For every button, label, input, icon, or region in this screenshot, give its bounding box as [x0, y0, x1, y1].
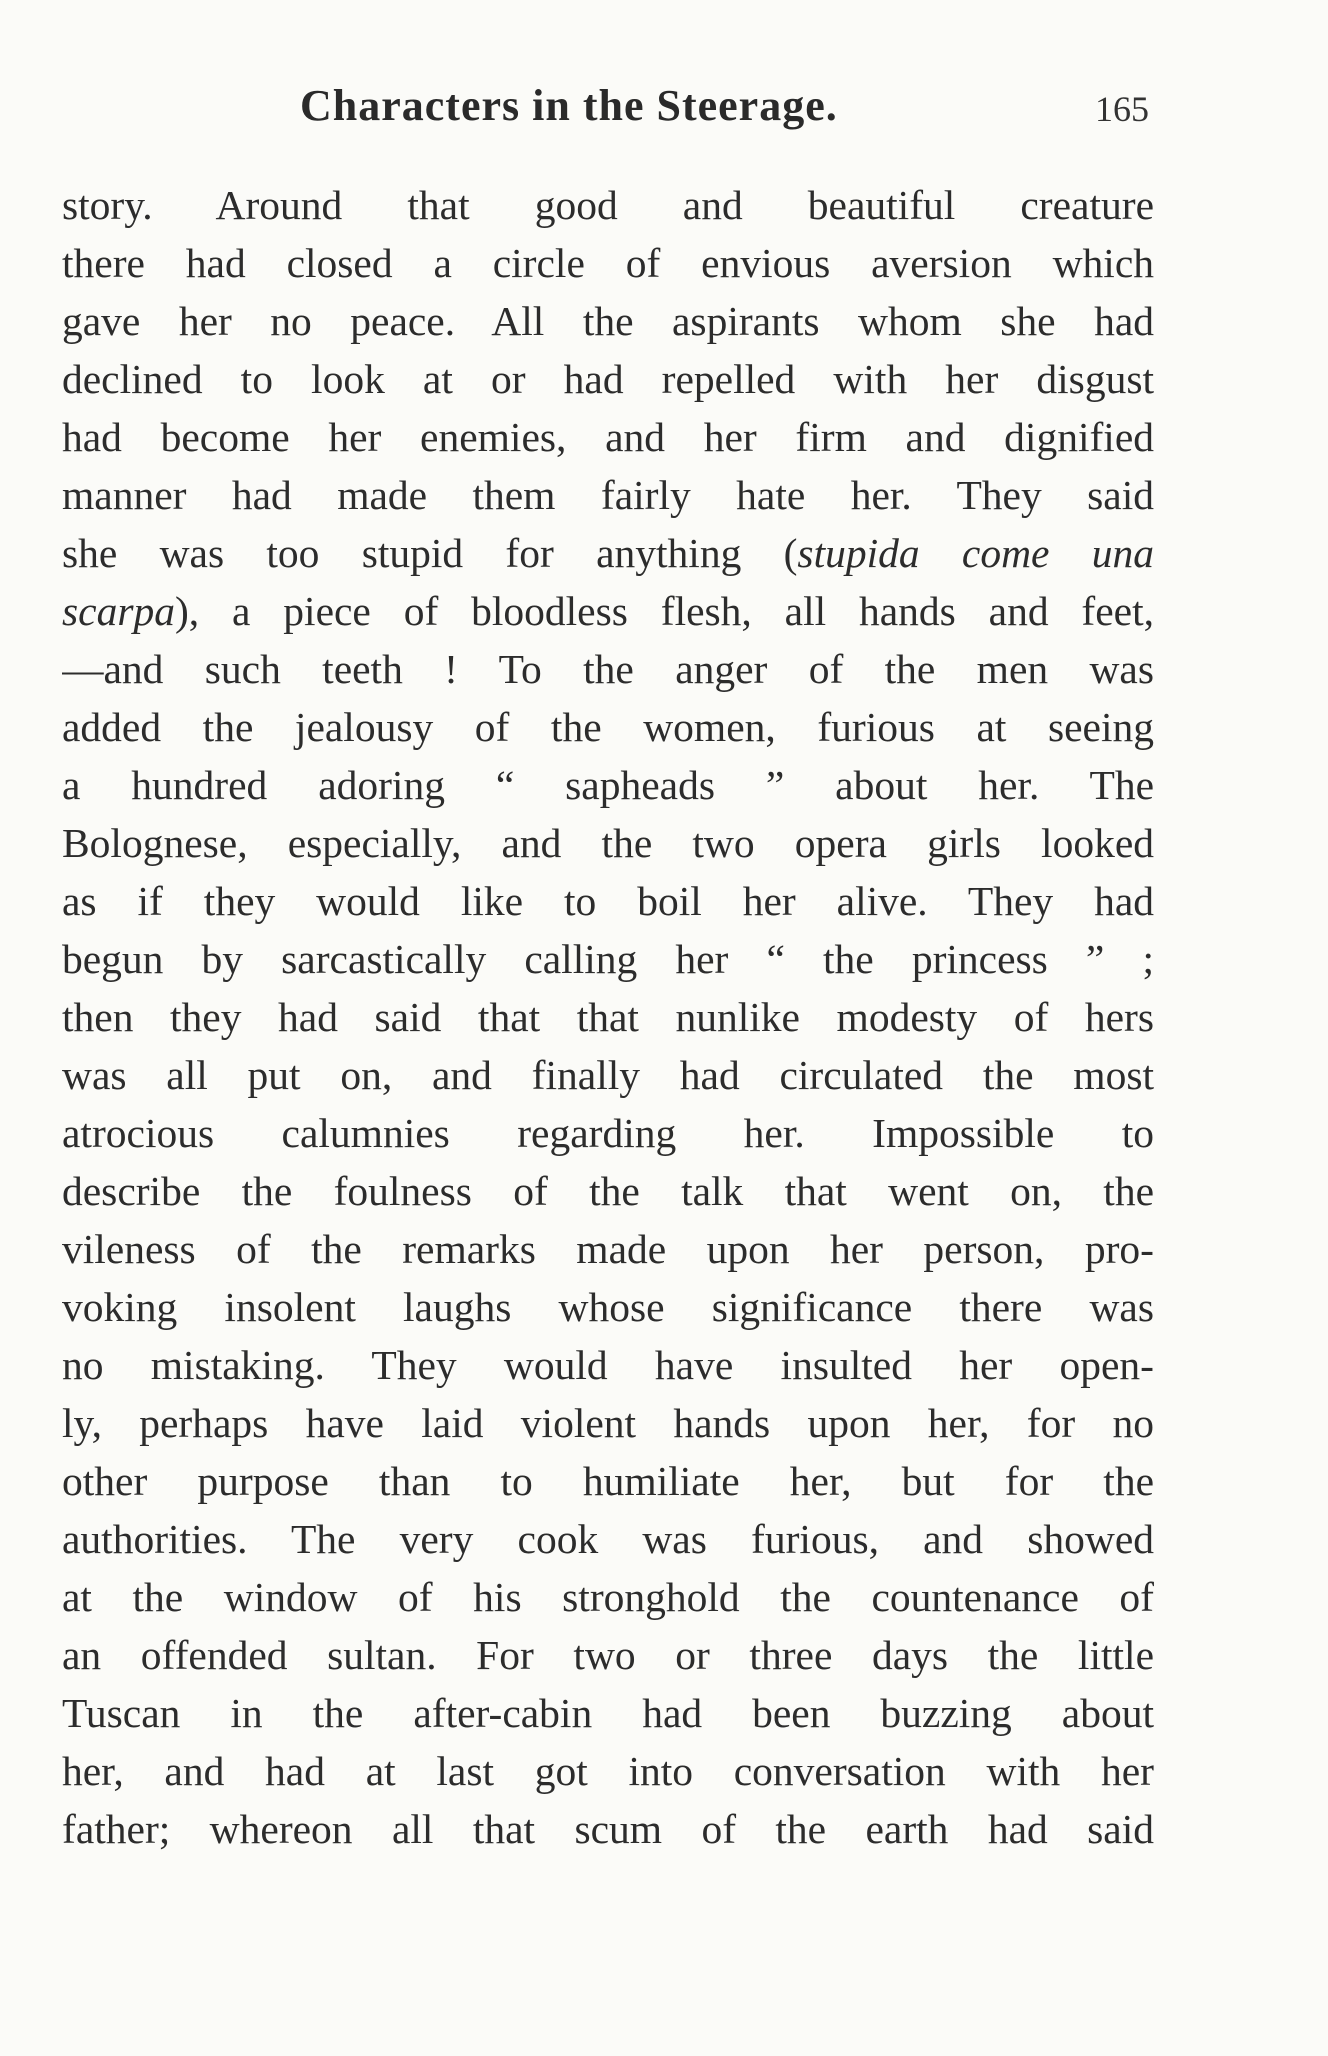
text-segment: she was too stupid for anything ( — [62, 530, 798, 576]
text-segment: Tuscan in the after-cabin had been buzzing about — [62, 1690, 1154, 1736]
text-line — [62, 988, 1154, 1046]
text-line — [62, 1394, 1154, 1452]
text-segment: was all put on, and finally had circulated the most — [62, 1052, 1154, 1098]
text-line — [62, 524, 1154, 582]
text-line — [62, 408, 1154, 466]
text-segment: added the jealousy of the women, furious at seeing — [62, 704, 1154, 750]
text-segment: as if they would like to boil her alive. They had — [62, 878, 1154, 924]
text-segment: there had closed a circle of envious aversion which — [62, 240, 1154, 286]
text-segment: her, and had at last got into conversation with her — [62, 1748, 1154, 1794]
text-line — [62, 640, 1154, 698]
page-number: 165 — [1095, 89, 1149, 129]
text-line — [62, 1046, 1154, 1104]
text-line — [62, 176, 1154, 234]
text-line — [62, 350, 1154, 408]
text-line — [62, 234, 1154, 292]
text-segment: an offended sultan. For two or three days the little — [62, 1632, 1154, 1678]
text-segment: at the window of his stronghold the countenance of — [62, 1574, 1154, 1620]
text-line — [62, 930, 1154, 988]
text-segment: other purpose than to humiliate her, but for the — [62, 1458, 1154, 1504]
text-line — [62, 1220, 1154, 1278]
text-segment: vileness of the remarks made upon her person, pro- — [62, 1226, 1154, 1272]
text-segment: ly, perhaps have laid violent hands upon her, for no — [62, 1400, 1154, 1446]
text-segment: describe the foulness of the talk that went on, the — [62, 1168, 1154, 1214]
text-segment: story. Around that good and beautiful creature — [62, 182, 1154, 228]
running-head — [0, 80, 1328, 150]
text-segment: then they had said that that nunlike modesty of hers — [62, 994, 1154, 1040]
text-line — [62, 1626, 1154, 1684]
text-line — [62, 466, 1154, 524]
text-segment: father; whereon all that scum of the earth had said — [62, 1806, 1154, 1852]
text-segment: —and such teeth ! To the anger of the men was — [62, 646, 1154, 692]
text-line — [62, 1742, 1154, 1800]
italic-text: stupida come una — [797, 530, 1154, 576]
body-text — [62, 176, 1154, 1858]
text-segment: begun by sarcastically calling her “ the princess ” ; — [62, 936, 1154, 982]
text-segment: manner had made them fairly hate her. They said — [62, 472, 1154, 518]
text-line — [62, 1510, 1154, 1568]
text-line — [62, 292, 1154, 350]
text-segment: declined to look at or had repelled with her disgust — [62, 356, 1154, 402]
text-segment: no mistaking. They would have insulted her open- — [62, 1342, 1154, 1388]
text-segment: had become her enemies, and her firm and dignified — [62, 414, 1154, 460]
text-line — [62, 1104, 1154, 1162]
text-segment: Bolognese, especially, and the two opera girls looked — [62, 820, 1154, 866]
text-line — [62, 1336, 1154, 1394]
italic-text: scarpa — [62, 588, 175, 634]
running-title: Characters in the Steerage. — [300, 81, 838, 130]
text-line — [62, 1568, 1154, 1626]
text-segment: authorities. The very cook was furious, and showed — [62, 1516, 1154, 1562]
text-line — [62, 814, 1154, 872]
text-line — [62, 1452, 1154, 1510]
text-line — [62, 1684, 1154, 1742]
text-segment: a hundred adoring “ sapheads ” about her. The — [62, 762, 1154, 808]
text-line — [62, 756, 1154, 814]
text-segment: voking insolent laughs whose significance there was — [62, 1284, 1154, 1330]
text-line — [62, 582, 1154, 640]
text-segment: atrocious calumnies regarding her. Impossible to — [62, 1110, 1154, 1156]
text-line — [62, 872, 1154, 930]
text-line — [62, 698, 1154, 756]
text-line — [62, 1278, 1154, 1336]
text-line — [62, 1800, 1154, 1858]
text-segment: ), a piece of bloodless flesh, all hands and feet, — [174, 588, 1154, 634]
text-line — [62, 1162, 1154, 1220]
text-segment: gave her no peace. All the aspirants whom she had — [62, 298, 1154, 344]
